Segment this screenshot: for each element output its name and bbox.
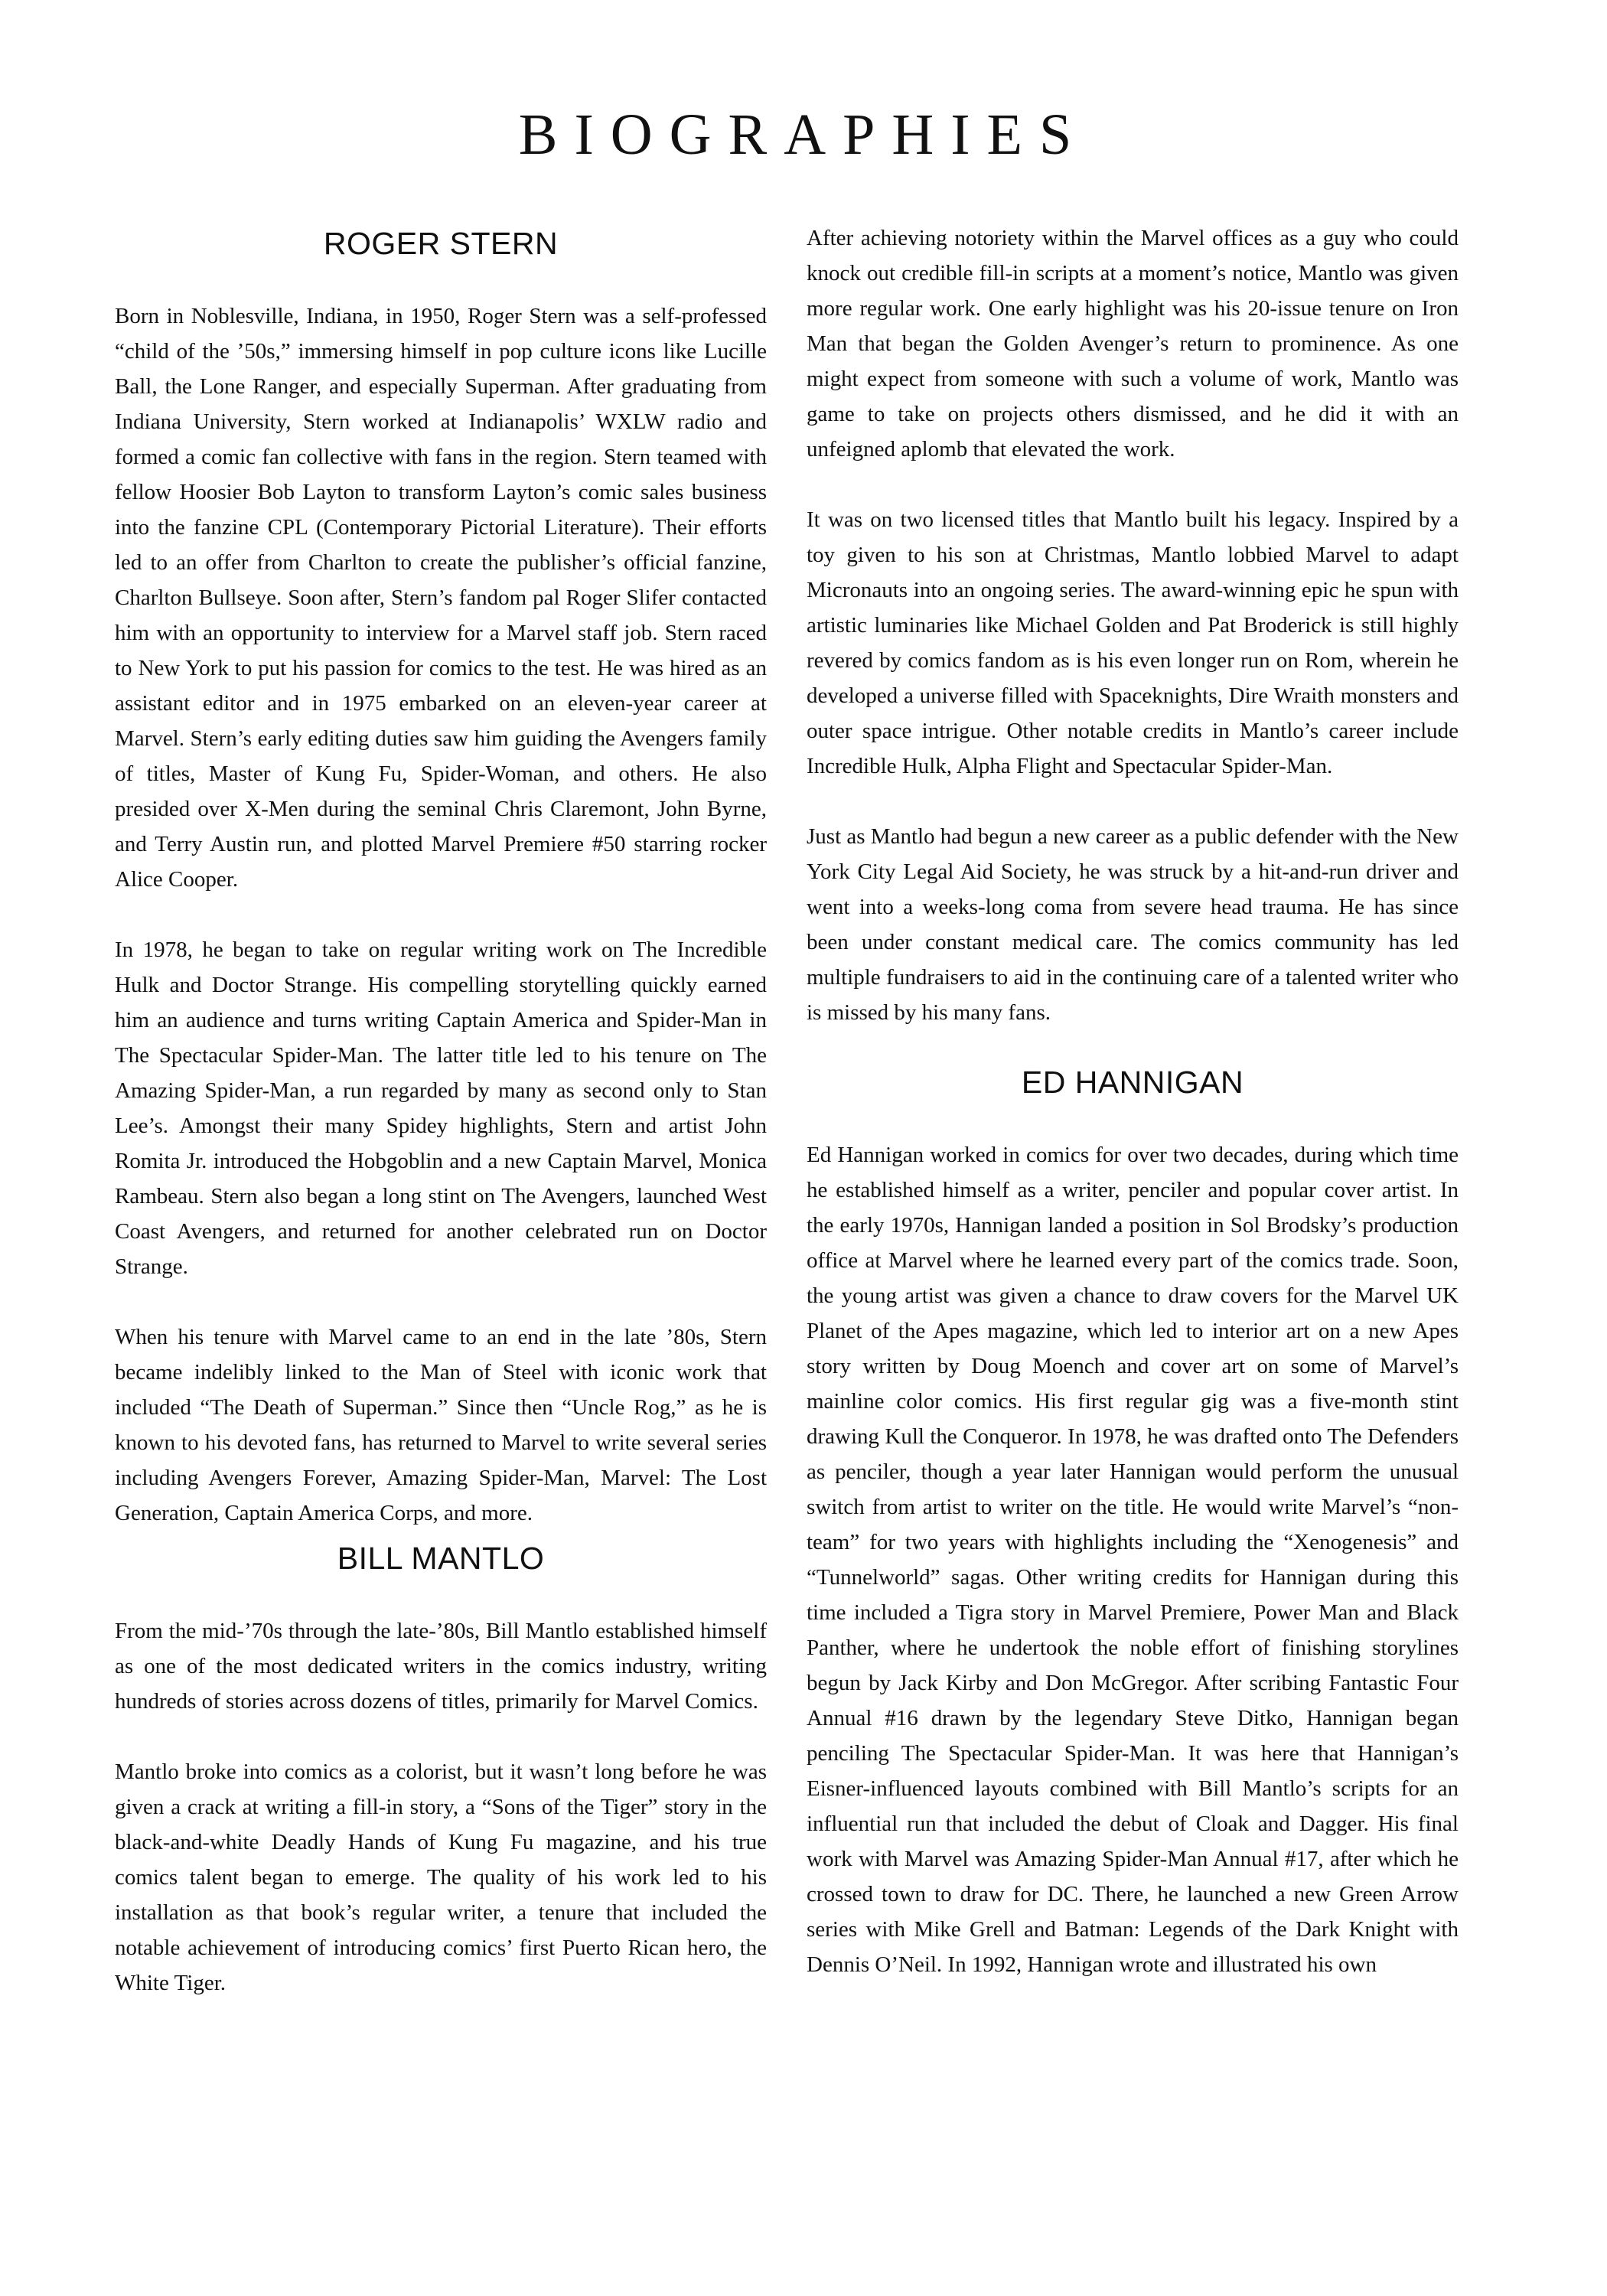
heading-roger-stern: ROGER STERN xyxy=(323,226,559,261)
mantlo-paragraph-3: After achieving notoriety within the Marvel offices as a guy who could knock out credible fill-in scripts at a moment’s notice, Mantlo was given more regular work. One early highlight was his 20-issue tenure on Iron Man that began the Golden Avenger’s return to prominence. As one might expect from someone with such a volume of work, Mantlo was game to take on projects others dismissed, and he did it with an unfeigned aplomb that elevated the work. xyxy=(807,226,1459,461)
stern-paragraph-3: When his tenure with Marvel came to an end in the late ’80s, Stern became indelibly linked to the Man of Steel with iconic work that included “The Death of Superman.” Since then “Uncle Rog,” as he is known to his devoted fans, has returned to Marvel to write several series including Avengers Forever, Amazing Spider-Man, Marvel: The Lost Generation, Captain America Corps, and more. xyxy=(115,1325,767,1525)
left-column xyxy=(115,222,767,2036)
hannigan-paragraph-1: Ed Hannigan worked in comics for over two decades, during which time he established himself as a writer, penciler and popular cover artist. In the early 1970s, Hannigan landed a position in Sol Brodsky’s production office at Marvel where he learned every part of the comics trade. Soon, the young artist was given a chance to draw covers for the Marvel UK Planet of the Apes magazine, which led to interior art on a new Apes story written by Doug Moench and cover art on some of Marvel’s mainline color comics. His first regular gig was a five-month stint drawing Kull the Conqueror. In 1978, he was drafted onto The Defenders as penciler, though a year later Hannigan would perform the unusual switch from artist to writer on the title. He would write Marvel’s “non-team” for two years with highlights including the “Xenogenesis” and “Tunnelworld” sagas. Other writing credits for Hannigan during this time included a Tigra story in Marvel Premiere, Power Man and Black Panther, where he undertook the noble effort of finishing storylines begun by Jack Kirby and Don McGregor. After scribing Fantastic Four Annual #16 drawn by the legendary Steve Ditko, Hannigan began penciling The Spectacular Spider-Man. It was here that Hannigan’s Eisner-influenced layouts combined with Bill Mantlo’s scripts for an influential run that included the debut of Cloak and Dagger. His final work with Marvel was Amazing Spider-Man Annual #17, after which he crossed town to draw for DC. There, he launched a new Green Arrow series with Mike Grell and Batman: Legends of the Dark Knight with Dennis O’Neil. In 1992, Hannigan wrote and illustrated his own xyxy=(807,1143,1459,1977)
stern-paragraph-2: In 1978, he began to take on regular writing work on The Incredible Hulk and Doctor Strange. His compelling storytelling quickly earned him an audience and turns writing Captain America and Spider-Man in The Spectacular Spider-Man. The latter title led to his tenure on The Amazing Spider-Man, a run regarded by many as second only to Stan Lee’s. Amongst their many Spidey highlights, Stern and artist John Romita Jr. introduced the Hobgoblin and a new Captain Marvel, Monica Rambeau. Stern also began a long stint on The Avengers, launched West Coast Avengers, and returned for another celebrated run on Doctor Strange. xyxy=(115,938,767,1279)
mantlo-paragraph-2: Mantlo broke into comics as a colorist, but it wasn’t long before he was given a crack at writing a fill-in story, a “Sons of the Tiger” story in the black-and-white Deadly Hands of Kung Fu magazine, and his true comics talent began to emerge. The quality of his work led to his installation as that book’s regular writer, a tenure that included the notable achievement of introducing comics’ first Puerto Rican hero, the White Tiger. xyxy=(115,1760,767,1995)
right-column xyxy=(807,220,1459,2017)
mantlo-paragraph-5: Just as Mantlo had begun a new career as a public defender with the New York City Legal Aid Society, he was struck by a hit-and-run driver and went into a weeks-long coma from severe head trauma. He has since been under constant medical care. The comics community has led multiple fundraisers to aid in the continuing care of a talented writer who is missed by his many fans. xyxy=(807,824,1459,1025)
mantlo-paragraph-4: It was on two licensed titles that Mantlo built his legacy. Inspired by a toy given to his son at Christmas, Mantlo lobbied Marvel to adapt Micronauts into an ongoing series. The award-winning epic he spun with artistic luminaries like Michael Golden and Pat Broderick is still highly revered by comics fandom as is his even longer run on Rom, wherein he developed a universe filled with Spaceknights, Dire Wraith monsters and outer space intrigue. Other notable credits in Mantlo’s career include Incredible Hulk, Alpha Flight and Spectacular Spider-Man. xyxy=(807,507,1459,778)
stern-paragraph-1: Born in Noblesville, Indiana, in 1950, Roger Stern was a self-professed “child of the ’50s,” immersing himself in pop culture icons like Lucille Ball, the Lone Ranger, and especially Superman. After graduating from Indiana University, Stern worked at Indianapolis’ WXLW radio and formed a comic fan collective with fans in the region. Stern teamed with fellow Hoosier Bob Layton to transform Layton’s comic sales business into the fanzine CPL (Contemporary Pictorial Literature). Their efforts led to an offer from Charlton to create the publisher’s official fanzine, Charlton Bullseye. Soon after, Stern’s fandom pal Roger Slifer contacted him with an opportunity to interview for a Marvel staff job. Stern raced to New York to put his passion for comics to the test. He was hired as an assistant editor and in 1975 embarked on an eleven-year career at Marvel. Stern’s early editing duties saw him guiding the Avengers family of titles, Master of Kung Fu, Spider-Woman, and others. He also presided over X-Men during the seminal Chris Claremont, John Byrne, and Terry Austin run, and plotted Marvel Premiere #50 starring rocker Alice Cooper. xyxy=(115,304,767,892)
page-title: BIOGRAPHIES xyxy=(518,103,1089,167)
heading-bill-mantlo: BILL MANTLO xyxy=(337,1541,545,1576)
mantlo-paragraph-1: From the mid-’70s through the late-’80s, Bill Mantlo established himself as one of the most dedicated writers in the comics industry, writing hundreds of stories across dozens of titles, primarily for Marvel Comics. xyxy=(115,1619,767,1714)
heading-ed-hannigan: ED HANNIGAN xyxy=(1021,1065,1244,1100)
